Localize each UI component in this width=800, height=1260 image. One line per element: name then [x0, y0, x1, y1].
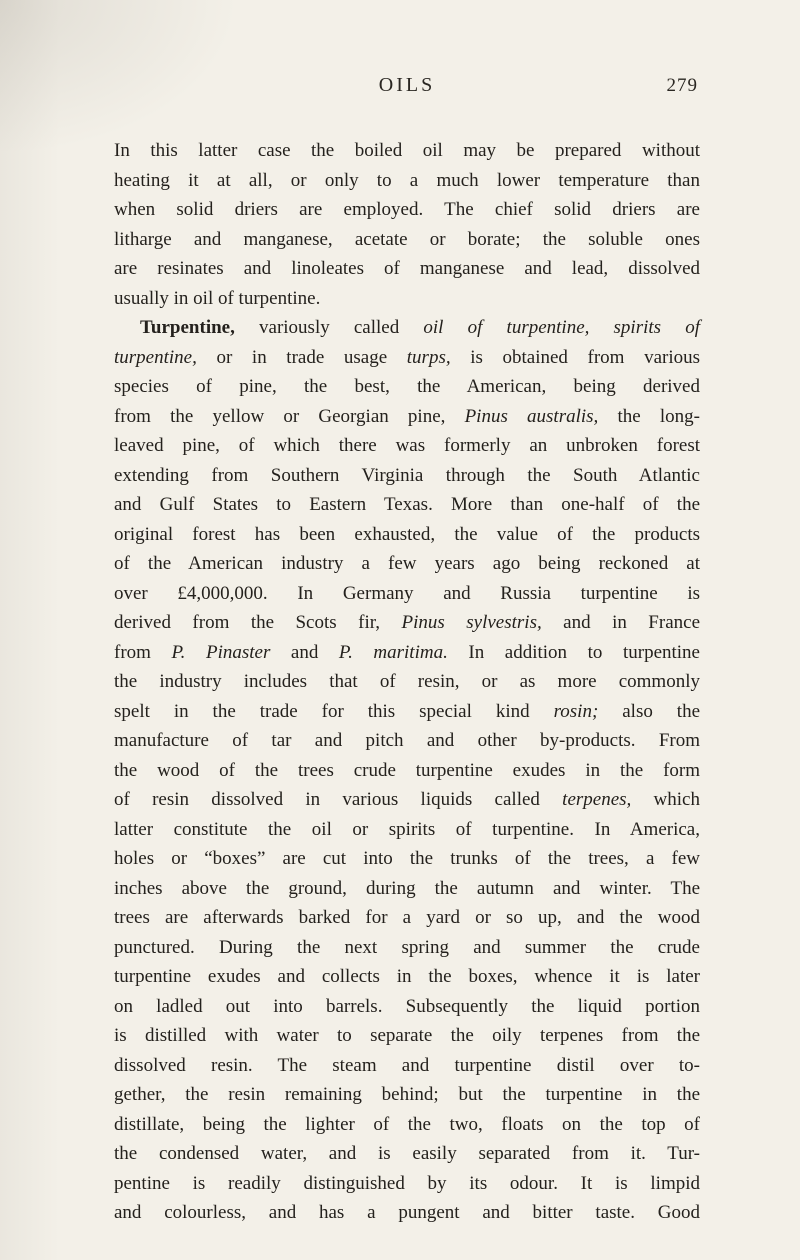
text-line: [114, 136, 700, 166]
text-segment: is obtained from various: [450, 346, 701, 368]
text-line: [114, 697, 700, 727]
text-segment: of resin dissolved in various liquids called: [114, 789, 563, 810]
text-line: [114, 313, 700, 343]
text-segment: the wood of the trees crude turpentine exudes in the form: [114, 759, 700, 781]
text-segment: leaved pine, of which there was formerly an unbroken forest: [114, 435, 700, 456]
text-line: [114, 1110, 700, 1140]
text-line: [114, 903, 700, 933]
text-segment: turps,: [406, 346, 451, 368]
text-line: [114, 608, 700, 638]
text-segment: is distilled with water to separate the oily terpenes from the: [114, 1025, 700, 1046]
text-segment: and: [270, 641, 339, 663]
text-line: [114, 461, 700, 491]
text-line: [114, 166, 700, 196]
text-segment: P. maritima.: [338, 641, 448, 663]
text-segment: terpenes,: [562, 789, 632, 810]
text-line: [114, 254, 700, 284]
text-line: [114, 1021, 700, 1051]
text-segment: latter constitute the oil or spirits of turpentine. In America,: [114, 818, 700, 840]
text-segment: Pinus sylvestris,: [401, 612, 542, 633]
text-segment: P. Pinaster: [171, 641, 271, 663]
text-segment: from: [114, 641, 172, 663]
text-segment: turpentine,: [114, 346, 197, 368]
text-line: [114, 1139, 700, 1169]
text-segment: the long-: [598, 405, 700, 427]
text-segment: In addition to turpentine: [447, 641, 700, 663]
text-segment: are resinates and linoleates of manganese and lead, dissolved: [114, 258, 700, 279]
text-line: [114, 815, 700, 845]
text-line: [114, 962, 700, 992]
text-segment: In this latter case the boiled oil may be prepared without: [114, 140, 700, 161]
running-title: OILS: [378, 74, 436, 96]
text-segment: rosin;: [553, 700, 599, 722]
text-line: [114, 431, 700, 461]
text-segment: of the American industry a few years ago being reckoned at: [114, 553, 700, 574]
text-line: [114, 225, 700, 255]
text-segment: dissolved resin. The steam and turpentine distil over to-: [114, 1054, 700, 1076]
text-segment: when solid driers are employed. The chief solid driers are: [114, 199, 700, 220]
text-segment: species of pine, the best, the American, being derived: [114, 376, 700, 397]
text-segment: the condensed water, and is easily separated from it. Tur-: [114, 1143, 700, 1164]
text-line: [114, 1080, 700, 1110]
page-header: [114, 74, 700, 104]
page-body: [114, 136, 700, 1228]
text-segment: from the yellow or Georgian pine,: [114, 405, 465, 427]
text-segment: on ladled out into barrels. Subsequently the liquid portion: [114, 995, 700, 1017]
text-line: [114, 638, 700, 668]
text-segment: Pinus australis,: [464, 405, 599, 427]
text-segment: heating it at all, or only to a much lower temperature than: [114, 169, 700, 191]
text-segment: gether, the resin remaining behind; but the turpentine in the: [114, 1084, 700, 1105]
text-line: [114, 402, 700, 432]
text-segment: turpentine exudes and collects in the boxes, whence it is later: [114, 966, 700, 987]
text-segment: and colourless, and has a pungent and bitter taste. Good: [114, 1202, 700, 1223]
text-segment: spelt in the trade for this special kind: [114, 700, 554, 722]
text-line: [114, 1169, 700, 1199]
text-segment: variously called: [234, 317, 424, 338]
text-segment: and in France: [541, 612, 700, 633]
text-line: [114, 667, 700, 697]
text-segment: pentine is readily distinguished by its odour. It is limpid: [114, 1172, 700, 1194]
text-segment: over £4,000,000. In Germany and Russia turpentine is: [114, 582, 700, 604]
text-line: [114, 844, 700, 874]
text-line: [114, 785, 700, 815]
text-segment: the industry includes that of resin, or as more commonly: [114, 671, 700, 692]
text-line: [114, 1198, 700, 1228]
text-line: [114, 549, 700, 579]
text-segment: holes or “boxes” are cut into the trunks of the trees, a few: [114, 848, 700, 869]
text-line: [114, 490, 700, 520]
text-segment: inches above the ground, during the autumn and winter. The: [114, 877, 700, 899]
page-number: 279: [666, 75, 698, 96]
text-segment: also the: [598, 700, 700, 722]
text-segment: and Gulf States to Eastern Texas. More than one-half of the: [114, 494, 700, 515]
text-segment: Turpentine,: [140, 317, 235, 338]
text-segment: derived from the Scots fir,: [114, 612, 402, 633]
text-line: [114, 343, 700, 373]
text-segment: manufacture of tar and pitch and other by-products. From: [114, 730, 700, 751]
text-segment: extending from Southern Virginia through the South Atlantic: [114, 464, 700, 486]
text-line: [114, 992, 700, 1022]
text-line: [114, 372, 700, 402]
text-line: [114, 284, 700, 314]
text-segment: or in trade usage: [196, 346, 407, 368]
text-segment: usually in oil of turpentine.: [114, 287, 321, 309]
text-line: [114, 1051, 700, 1081]
text-segment: original forest has been exhausted, the value of the products: [114, 523, 700, 545]
text-segment: trees are afterwards barked for a yard or so up, and the wood: [114, 907, 700, 928]
text-segment: which: [631, 789, 700, 810]
text-line: [114, 579, 700, 609]
text-line: [114, 520, 700, 550]
text-segment: distillate, being the lighter of the two, floats on the top of: [114, 1113, 700, 1135]
text-line: [114, 756, 700, 786]
text-segment: punctured. During the next spring and summer the crude: [114, 936, 700, 958]
text-segment: litharge and manganese, acetate or borate; the soluble ones: [114, 228, 700, 250]
text-line: [114, 726, 700, 756]
text-line: [114, 933, 700, 963]
text-line: [114, 874, 700, 904]
text-segment: oil of turpentine, spirits of: [423, 317, 700, 338]
text-line: [114, 195, 700, 225]
